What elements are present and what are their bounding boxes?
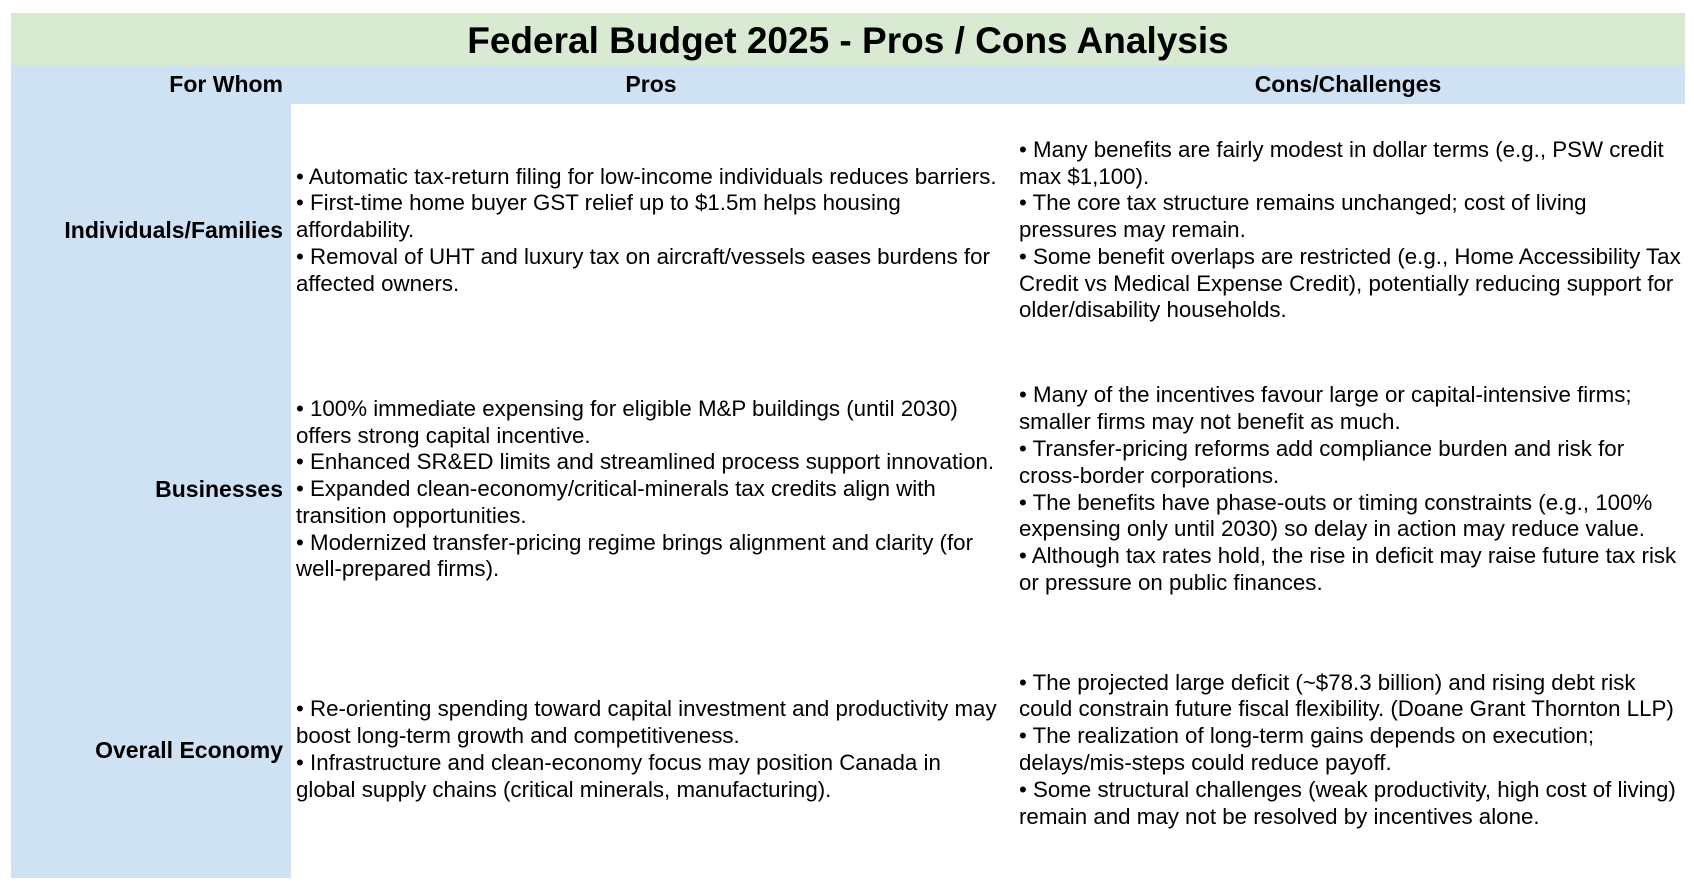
cons-bullet: • Some benefit overlaps are restricted (e.g., Home Accessibility Tax Credit vs Medical Expense Credit), potentially reducing support for older/disability households. (1019, 243, 1681, 323)
pros-bullet: • Removal of UHT and luxury tax on aircraft/vessels eases burdens for affected owners. (296, 243, 990, 296)
pros-bullet: • Enhanced SR&ED limits and streamlined process support innovation. (296, 449, 995, 475)
row-label-overall-economy: Overall Economy (11, 622, 291, 878)
pros-cons-table (11, 13, 1685, 878)
pros-cell-businesses (291, 357, 1011, 622)
pros-bullet: • Expanded clean-economy/critical-minerals tax credits align with transition opportunities. (296, 476, 936, 528)
pros-bullet: • 100% immediate expensing for eligible M&P buildings (until 2030) offers strong capital incentive. (296, 395, 958, 448)
cons-bullet: • The benefits have phase-outs or timing constraints (e.g., 100% expensing only until 2030) so delay in action may reduce value. (1019, 489, 1653, 542)
row-label-businesses: Businesses (11, 357, 291, 622)
pros-bullet: • Automatic tax-return filing for low-income individuals reduces barriers. (296, 163, 997, 189)
cons-cell-businesses (1011, 357, 1685, 622)
header-cons: Cons/Challenges (1011, 65, 1685, 104)
cons-bullet: • The core tax structure remains unchanged; cost of living pressures may remain. (1019, 190, 1587, 243)
pros-cell-individuals-families (291, 104, 1011, 357)
pros-bullet: • Modernized transfer-pricing regime brings alignment and clarity (for well-prepared firms). (296, 529, 973, 582)
table-grid (11, 65, 1685, 878)
cons-cell-individuals-families (1011, 104, 1685, 357)
cons-bullet: • Transfer-pricing reforms add compliance burden and risk for cross-border corporations. (1019, 435, 1625, 488)
header-for-whom: For Whom (11, 65, 291, 104)
cons-bullet: • Many of the incentives favour large or capital-intensive firms; smaller firms may not benefit as much. (1019, 382, 1632, 435)
page-title: Federal Budget 2025 - Pros / Cons Analysis (467, 19, 1229, 61)
cons-bullet: • Although tax rates hold, the rise in deficit may raise future tax risk or pressure on public finances. (1019, 543, 1677, 595)
title-bar (11, 13, 1685, 65)
cons-bullet: • Many benefits are fairly modest in dollar terms (e.g., PSW credit max $1,100). (1019, 136, 1664, 189)
pros-cell-overall-economy (291, 622, 1011, 878)
cons-bullet: • The projected large deficit (~$78.3 billion) and rising debt risk could constrain future fiscal flexibility. (Doane Grant Thornton LLP) (1019, 669, 1674, 722)
row-label-individuals-families: Individuals/Families (11, 104, 291, 357)
header-pros: Pros (291, 65, 1011, 104)
cons-cell-overall-economy (1011, 622, 1685, 878)
cons-bullet: • The realization of long-term gains depends on execution; delays/mis-steps could reduce payoff. (1019, 723, 1595, 775)
pros-bullet: • Infrastructure and clean-economy focus may position Canada in global supply chains (critical minerals, manufacturing). (296, 750, 941, 802)
pros-bullet: • Re-orienting spending toward capital investment and productivity may boost long-term growth and competitiveness. (296, 696, 997, 749)
cons-bullet: • Some structural challenges (weak productivity, high cost of living) remain and may not be resolved by incentives alone. (1019, 776, 1676, 829)
pros-bullet: • First-time home buyer GST relief up to $1.5m helps housing affordability. (296, 190, 901, 243)
